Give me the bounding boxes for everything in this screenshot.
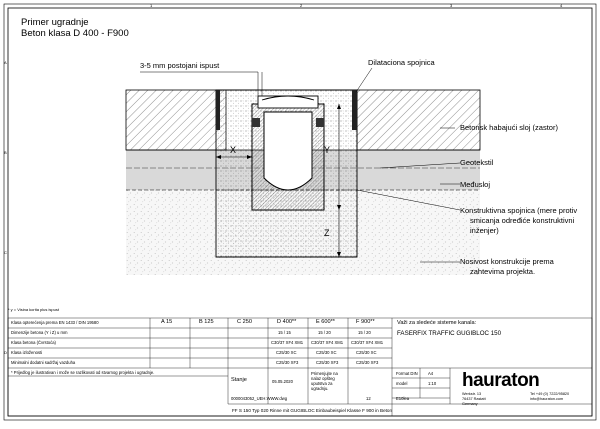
row-label-load-class: Klasa opterećenja prema EN 1433 / DIN 19580 xyxy=(11,320,99,325)
exposure-d400: C25/30 XC xyxy=(276,350,297,355)
channel-inner xyxy=(264,112,312,190)
gap-label: 3-5 mm postojani ispust xyxy=(140,61,220,70)
border-row-b: B xyxy=(4,150,7,155)
model-label: model xyxy=(396,381,408,386)
wearing-layer-left xyxy=(126,90,226,150)
title-line-2: Beton klasa D 400 - F900 xyxy=(21,28,129,39)
dim-d400: 15 / 15 xyxy=(278,330,291,335)
class-c250: C 250 xyxy=(237,319,252,325)
stand-label: Stanje xyxy=(231,377,247,383)
dilatation-joint-right xyxy=(352,90,357,130)
company-addr-3: Germany xyxy=(462,402,478,406)
footnote: * y = Visina korita plus ispust xyxy=(8,307,59,312)
interlayer-label: Međusloj xyxy=(460,180,491,189)
stand-date: 05.05.2020 xyxy=(272,379,293,384)
row-label-dims: Dimenzije betona (Y i Z) u mm xyxy=(11,330,68,335)
border-row-a: A xyxy=(4,60,7,65)
exposure-f900: C25/30 XC xyxy=(356,350,377,355)
air-d400: C25/30 XF3 xyxy=(276,360,299,365)
company-email: info@hauraton.com xyxy=(530,397,564,401)
class-b125: B 125 xyxy=(199,319,214,325)
joint-label-2: smicanja određiće konstruktivni xyxy=(470,216,575,225)
exposure-e600: C25/30 XC xyxy=(316,350,337,355)
installation-note: Primenjujte na nalaz opšteg uputstva za ugradnju. xyxy=(311,371,338,391)
model-value: 1:10 xyxy=(428,381,437,386)
geotextile-label: Geotekstil xyxy=(460,158,494,167)
small-notes: * Prijedlog je ilustrativan i može se razlikovati od stvarnog projekta i ugradnje. xyxy=(11,370,155,375)
row-label-strength: Klasa betona (Čvrstoća) xyxy=(11,340,56,345)
company-addr-2: 76437 Rastatt xyxy=(462,397,486,401)
wearing-layer-right xyxy=(357,90,480,150)
product-name: FASERFIX TRAFFIC GUGIBLOC 150 xyxy=(397,330,502,337)
format-label: Format DIN xyxy=(396,371,418,376)
wearing-layer-label: Betonsk habajući sloj (zastor) xyxy=(460,123,558,132)
title-block-grid xyxy=(8,318,592,416)
dim-y-label: Y xyxy=(324,145,331,155)
title-line-1: Primer ugradnje xyxy=(21,17,89,28)
class-d400: D 400** xyxy=(277,319,297,325)
air-e600: C25/30 XF3 xyxy=(316,360,339,365)
dim-e600: 15 / 20 xyxy=(318,330,331,335)
border-col-1: 1 xyxy=(150,3,153,8)
edge-rail-right xyxy=(316,118,324,127)
class-a15: A 15 xyxy=(161,319,173,325)
format-value: A4 xyxy=(428,371,434,376)
company-phone: Tel +49 (0) 7222/95820 xyxy=(530,392,570,396)
joint-label-3: inženjer) xyxy=(470,226,499,235)
air-f900: C25/30 XF3 xyxy=(356,360,379,365)
row-label-air: Minimalni dodatni sadržaj vazduha xyxy=(11,360,76,365)
company-addr-1: Werkstr. 13 xyxy=(462,392,482,396)
product-label: Važi za sledeće sisteme kanala: xyxy=(397,320,477,326)
dim-z-label: Z xyxy=(324,228,330,238)
sheet-value: E10lea xyxy=(396,396,410,401)
dim-x-label: X xyxy=(230,145,237,155)
strength-e600: C30/37 XF4 XM1 xyxy=(311,340,344,345)
border-col-4: 4 xyxy=(560,3,563,8)
border-col-2: 2 xyxy=(300,3,303,8)
border-col-3: 3 xyxy=(450,3,453,8)
joint-label-1: Konstruktivna spojnica (mere protiv xyxy=(460,206,578,215)
border-row-c: C xyxy=(4,250,7,255)
scale-value: 12 xyxy=(366,396,371,401)
dim-f900: 15 / 20 xyxy=(358,330,371,335)
edge-rail-left xyxy=(252,118,260,127)
dilatation-label: Dilataciona spojnica xyxy=(368,58,435,67)
strength-f900: C30/37 XF4 XM1 xyxy=(351,340,384,345)
drawing-title xyxy=(21,17,129,39)
hauraton-logo: hauraton xyxy=(462,370,540,391)
strength-d400: C30/37 XF4 XM1 xyxy=(271,340,304,345)
class-f900: F 900** xyxy=(356,319,375,325)
drawing-file: 0000043052_UEH.WWW.dwg xyxy=(231,396,288,401)
base-label-1: Nosivost konstrukcije prema xyxy=(460,257,554,266)
row-label-exposure: Klasa izloženosti xyxy=(11,350,43,355)
base-label-2: zahtevima projekta. xyxy=(470,267,536,276)
dilatation-joint-left xyxy=(216,90,220,130)
footer-title: FF S 150 Typ 020 Rinne mit GUGIBLOC Einbaubeispiel Klasse F 900 in Beton xyxy=(232,408,393,413)
border-row-d: D xyxy=(4,350,7,355)
channel-grate xyxy=(258,96,318,108)
class-e600: E 600** xyxy=(316,319,335,325)
